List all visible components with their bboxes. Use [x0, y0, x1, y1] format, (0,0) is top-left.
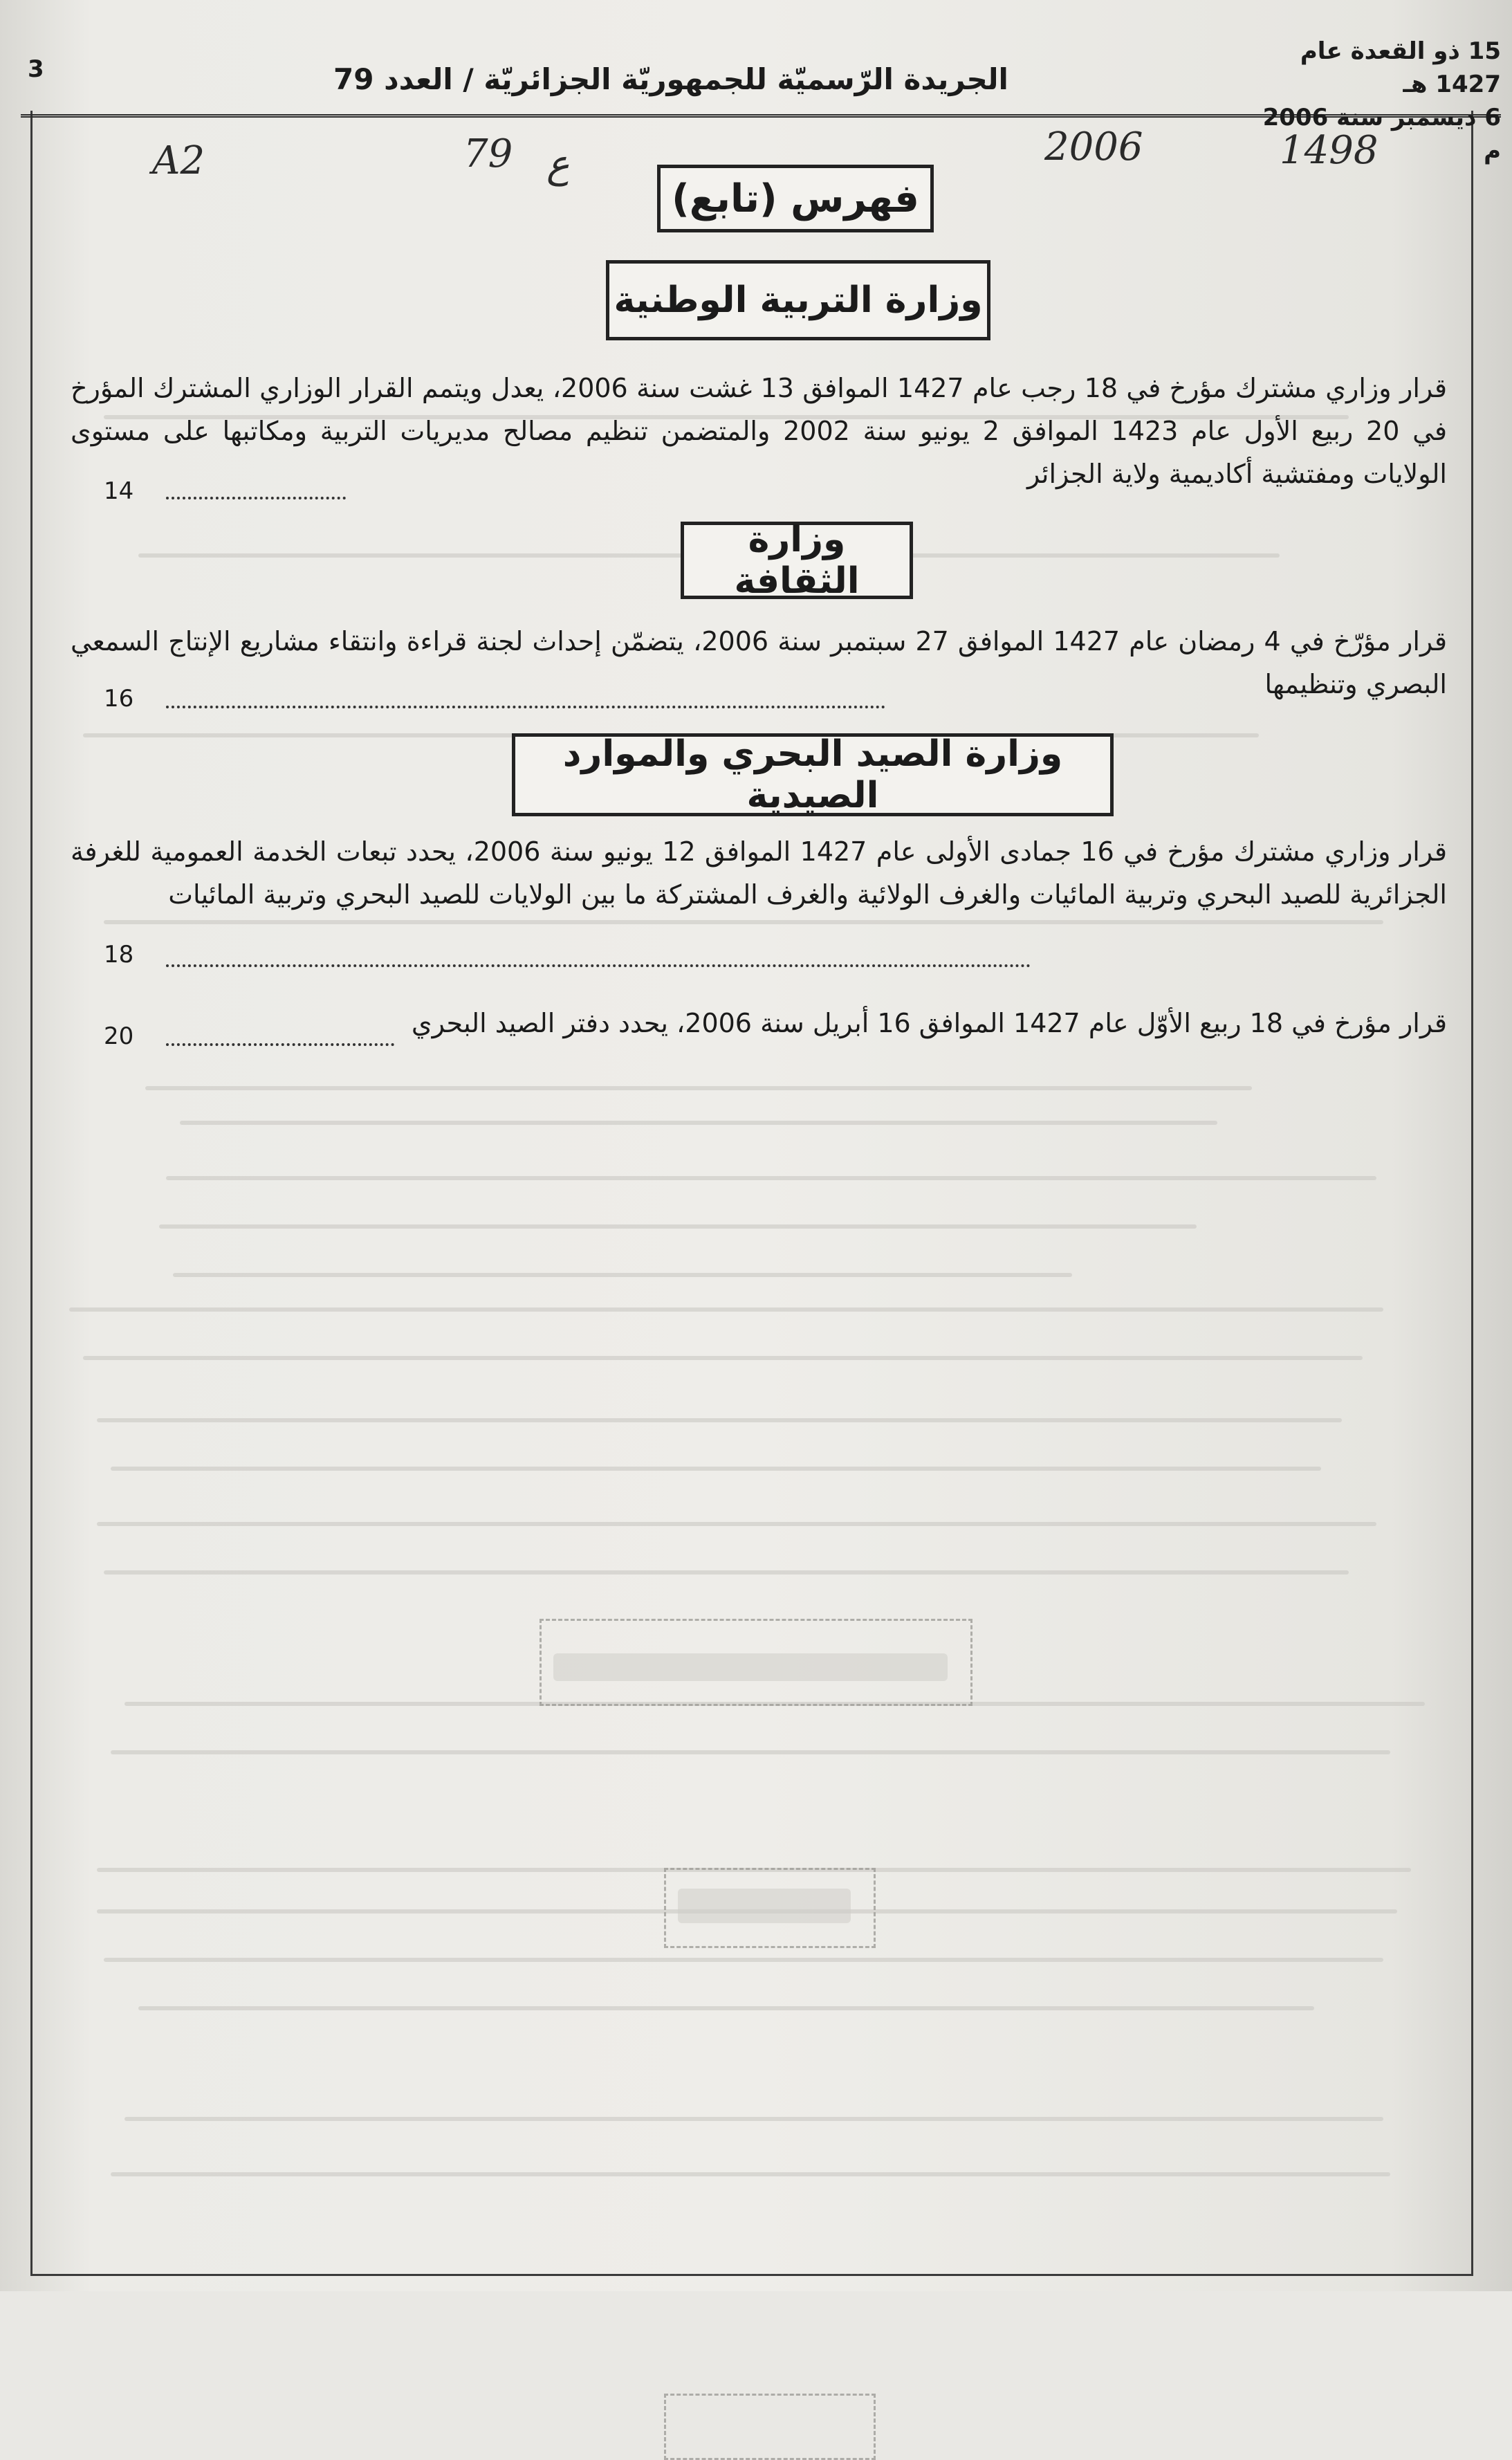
ministry-title: وزارة التربية الوطنية: [606, 260, 990, 340]
handwritten-79: 79: [463, 131, 513, 176]
entry-text: قرار مؤرّخ في 4 رمضان عام 1427 الموافق 27 سبتمبر سنة 2006، يتضمّن إحداث لجنة قراءة وانتقاء مشاريع الإنتاج السمعي البصري وتنظيمها: [71, 626, 1448, 699]
entry-text: قرار مؤرخ في 18 ربيع الأوّل عام 1427 الموافق 16 أبريل سنة 2006، يحدد دفتر الصيد البحري: [411, 1008, 1447, 1038]
page-ref: 18: [104, 941, 134, 969]
leader-dots: [166, 964, 1031, 967]
leader-dots: [166, 497, 346, 499]
index-title: فهرس (تابع): [657, 165, 934, 232]
page-ref: 20: [104, 1022, 134, 1050]
handwritten-code: 1498: [1280, 128, 1379, 173]
date-hijri: 15 ذو القعدة عام 1427 هـ: [1300, 37, 1501, 98]
handwritten-year: 2006: [1044, 125, 1143, 169]
index-entry: [71, 1002, 1447, 1045]
ministry-title: وزارة الثقافة: [681, 522, 913, 599]
page-number: 3: [28, 55, 44, 83]
leader-dots: [166, 706, 885, 708]
page-ref: 14: [104, 477, 134, 505]
leader-dots: [166, 1043, 394, 1046]
handwritten-a2: A2: [152, 138, 205, 183]
index-entry: [71, 367, 1447, 495]
page-ref: 16: [104, 685, 134, 713]
handwritten-ayn: ع: [546, 142, 570, 187]
date-gregorian: 6 ديسمبر سنة 2006 م: [1262, 104, 1501, 165]
ministry-title: وزارة الصيد البحري والموارد الصيدية: [512, 733, 1114, 816]
index-entry: [71, 830, 1447, 916]
index-entry: [71, 620, 1447, 706]
entry-text: قرار وزاري مشترك مؤرخ في 18 رجب عام 1427 الموافق 13 غشت سنة 2006، يعدل ويتمم القرار الوزاري المشترك المؤرخ في 20 ربيع الأول عام 1423 الموافق 2 يونيو سنة 2002 والمتضمن تنظيم مصالح مديريات التربية ومكاتبها على مستوى الولايات ومفتشية أكاديمية ولاية الجزائر: [71, 373, 1448, 489]
entry-text: قرار وزاري مشترك مؤرخ في 16 جمادى الأولى عام 1427 الموافق 12 يونيو سنة 2006، يحدد تبعات الخدمة العمومية للغرفة الجزائرية للصيد البحري وتربية المائيات والغرف الولائية والغرف المشتركة ما بين الولايات للصيد البحري وتربية المائيات: [71, 836, 1447, 910]
gazette-title: الجريدة الرّسميّة للجمهوريّة الجزائريّة / العدد 79: [333, 62, 1008, 96]
